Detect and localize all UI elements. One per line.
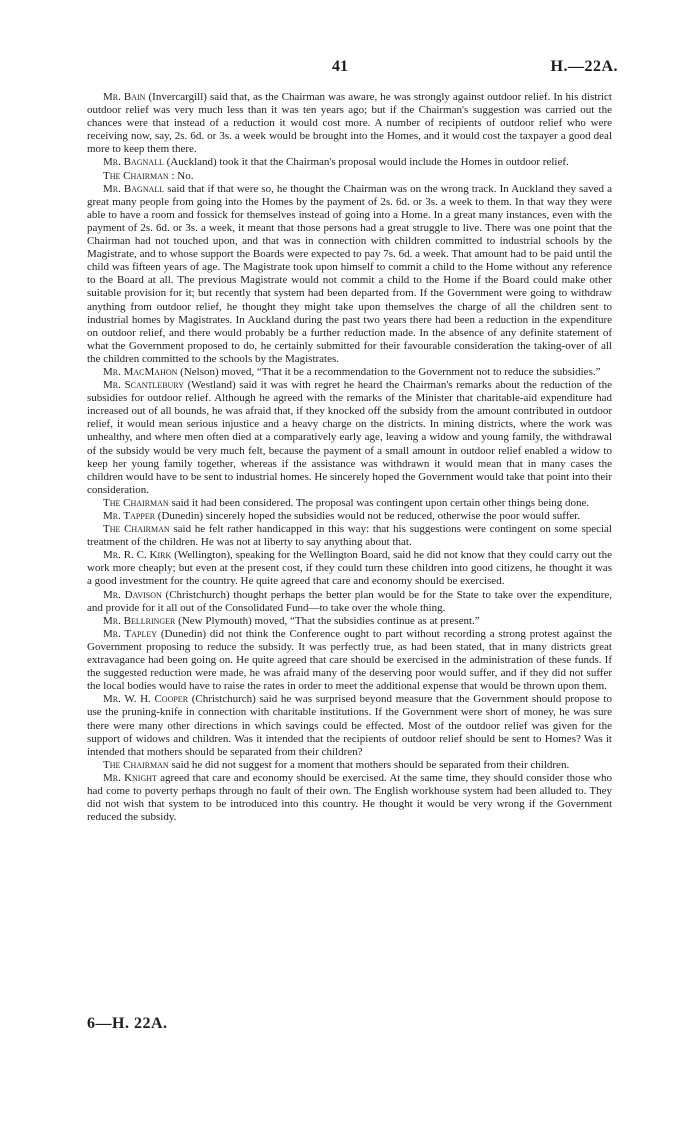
- paragraph-text: (Dunedin) did not think the Conference ought to part without recording a strong protest against the Government proposing to reduce the subsidy. It was perfectly true, as had been stated, that in many districts great extravagance had been going on. He quite agreed that care should be exercised in the administration of these funds. If the suggested reduction were made, he was afraid many of the deserving poor would suffer, and if they did not suffer the local bodies would have to raise the rates in order to meet the additional expense that would be thrown upon them.: [87, 627, 612, 693]
- speaker-name: Mr. Scantlebury: [103, 379, 184, 392]
- paragraph: [87, 628, 612, 693]
- paragraph: [87, 91, 612, 156]
- speaker-name: Mr. Tapley: [103, 627, 158, 640]
- paragraph-text: (Dunedin) sincerely hoped the subsidies would not be reduced, otherwise the poor would suffer.: [155, 510, 581, 522]
- paragraph-text: agreed that care and economy should be exercised. At the same time, they should consider those who had come to poverty perhaps through no fault of their own. The English workhouse system had been alluded to. They did not wish that system to be introduced into this country. He thought it would be very wrong if the Government reduced the subsidy.: [87, 771, 612, 824]
- paragraph-text: (Nelson) moved, “That it be a recommendation to the Government not to reduce the subsidies.”: [177, 365, 601, 378]
- paragraph: [87, 366, 612, 379]
- paragraph-text: said that if that were so, he thought the Chairman was on the wrong track. In Auckland they saved a great many people from going into the Homes by the payment of 2s. 6d. or 3s. a week to them. In that way they were able to have a room and fossick for themselves instead of going into a Home. In a great many instances, even with the payment of 2s. 6d. or 3s. a week, it meant that those persons had a great struggle to live. There was one point that the Chairman had not touched upon, and that was in connection with children committed to industrial schools by the Magistrate, and to whose support the Boards were expected to pay 7s. 6d. a week. That amount had to be paid until the child was fifteen years of age. The Magistrate took upon himself to commit a child to the Home without any reference to the Board at all. The previous Magistrate would not commit a child to the Home if the Board could make other suitable provision for it; but recently that system had been departed from. If the Government were going to withdraw anything from outdoor relief, he thought they might take upon themselves the charge of all the children sent to industrial homes by Magistrates. In Auckland during the past two years there had been a reduction in the expenditure on outdoor relief, and there would probably be a further reduction made. In the absence of any definite statement of what the Government proposed to do, he certainly submitted for their favourable consideration the taking-over of all the children committed to the schools by the Magistrates.: [87, 182, 613, 365]
- paragraph: [87, 170, 612, 183]
- paragraph-text: (Invercargill) said that, as the Chairman was aware, he was strongly against outdoor relief. In his district outdoor relief was very much less than it was ten years ago; but if the Chairman's suggestion was carried out the chances were that instead of a reduction it would cost more. A number of recipients of outdoor relief who were receiving now, say, 2s. 6d. or 3s. a week would be brought into the Homes, and it would cost the taxpayer a good deal more to keep them there.: [87, 91, 612, 156]
- paragraph: [87, 693, 612, 758]
- speaker-name: Mr. R. C. Kirk: [103, 549, 172, 562]
- speaker-name: Mr. Tapper: [103, 510, 156, 522]
- paragraph-text: (Westland) said it was with regret he heard the Chairman's remarks about the reduction of the subsidies for outdoor relief. Although he agreed with the remarks of the Minister that charitable-aid expenditure had increased out of all bounds, he was afraid that, if they knocked off the subsidy from the amount contributed in outdoor relief, it would mean serious injustice and a heavy charge on the districts. In mining districts, where the work was unhealthy, and where men often died at a comparatively early age, leaving a widow and young family, the withdrawal of the subsidy would be very much felt, because the payment of a small amount in outdoor relief enabled a widow to keep her young family together, whereas if the assistance was withdrawn it would mean that in many cases the children would have to be sent to industrial homes. He sincerely hoped the Government would take that point into their consideration.: [87, 379, 612, 496]
- paragraph-text: said he did not suggest for a moment that mothers should be separated from their children.: [168, 758, 570, 771]
- speaker-name: Mr. Bagnall: [103, 182, 165, 195]
- paragraph-text: (Auckland) took it that the Chairman's proposal would include the Homes in outdoor relief.: [163, 156, 569, 169]
- paragraph-text: said it had been considered. The proposal was contingent upon certain other things being done.: [168, 496, 590, 509]
- page-number: 41: [332, 58, 348, 75]
- speaker-name: Mr. Knight: [103, 771, 157, 784]
- speaker-name: The Chairman: [103, 169, 169, 182]
- paragraph: [87, 759, 612, 772]
- speaker-name: The Chairman: [103, 523, 170, 536]
- printer-signature: 6—H. 22A.: [87, 1015, 168, 1032]
- paragraph: [87, 523, 612, 549]
- paragraph: [87, 497, 612, 510]
- page-header: [0, 58, 700, 82]
- body-text: [87, 91, 612, 824]
- paragraph-text: (Christchurch) thought perhaps the better plan would be for the State to take over the expenditure, and provide for it all out of the Consolidated Fund—to take over the whole thing.: [87, 588, 612, 614]
- speaker-name: Mr. Davison: [103, 588, 162, 601]
- paragraph-text: said he felt rather handicapped in this way: that his suggestions were contingent on some special treatment of the children. He was not at liberty to say anything about that.: [87, 523, 612, 549]
- paragraph-text: (Wellington), speaking for the Wellington Board, said he did not know that they could carry out the work more cheaply; but even at the present cost, if they could turn these children into good citizens, he thought it was a good investment for the country. He quite agreed that care and economy should be exercised.: [87, 549, 612, 588]
- paragraph: [87, 510, 612, 523]
- paragraph: [87, 156, 612, 169]
- paragraph: [87, 772, 612, 824]
- paragraph: [87, 615, 612, 628]
- paragraph-text: (New Plymouth) moved, “That the subsidies continue as at present.”: [175, 614, 480, 627]
- speaker-name: The Chairman: [103, 758, 169, 771]
- speaker-name: Mr. Bain: [103, 91, 146, 103]
- speaker-name: Mr. MacMahon: [103, 365, 178, 378]
- paragraph-text: : No.: [168, 169, 194, 182]
- paragraph: [87, 549, 612, 588]
- speaker-name: Mr. Bagnall: [103, 156, 164, 169]
- paragraph: [87, 183, 612, 366]
- paragraph: [87, 589, 612, 615]
- paragraph-text: (Christchurch) said he was surprised beyond measure that the Government should propose to use the pruning-knife in connection with charitable institutions. If the Government were short of money, he was sure there were many other directions in which savings could be effected. Most of the outdoor relief was given for the support of widows and children. Was it intended that the recipients of outdoor relief should be sent to Homes? Was it intended that mothers should be separated from their children?: [87, 693, 612, 758]
- speaker-name: Mr. W. H. Cooper: [103, 693, 189, 706]
- speaker-name: Mr. Bellringer: [103, 614, 176, 627]
- speaker-name: The Chairman: [103, 496, 169, 509]
- paragraph: [87, 379, 612, 497]
- document-code: H.—22A.: [550, 58, 618, 75]
